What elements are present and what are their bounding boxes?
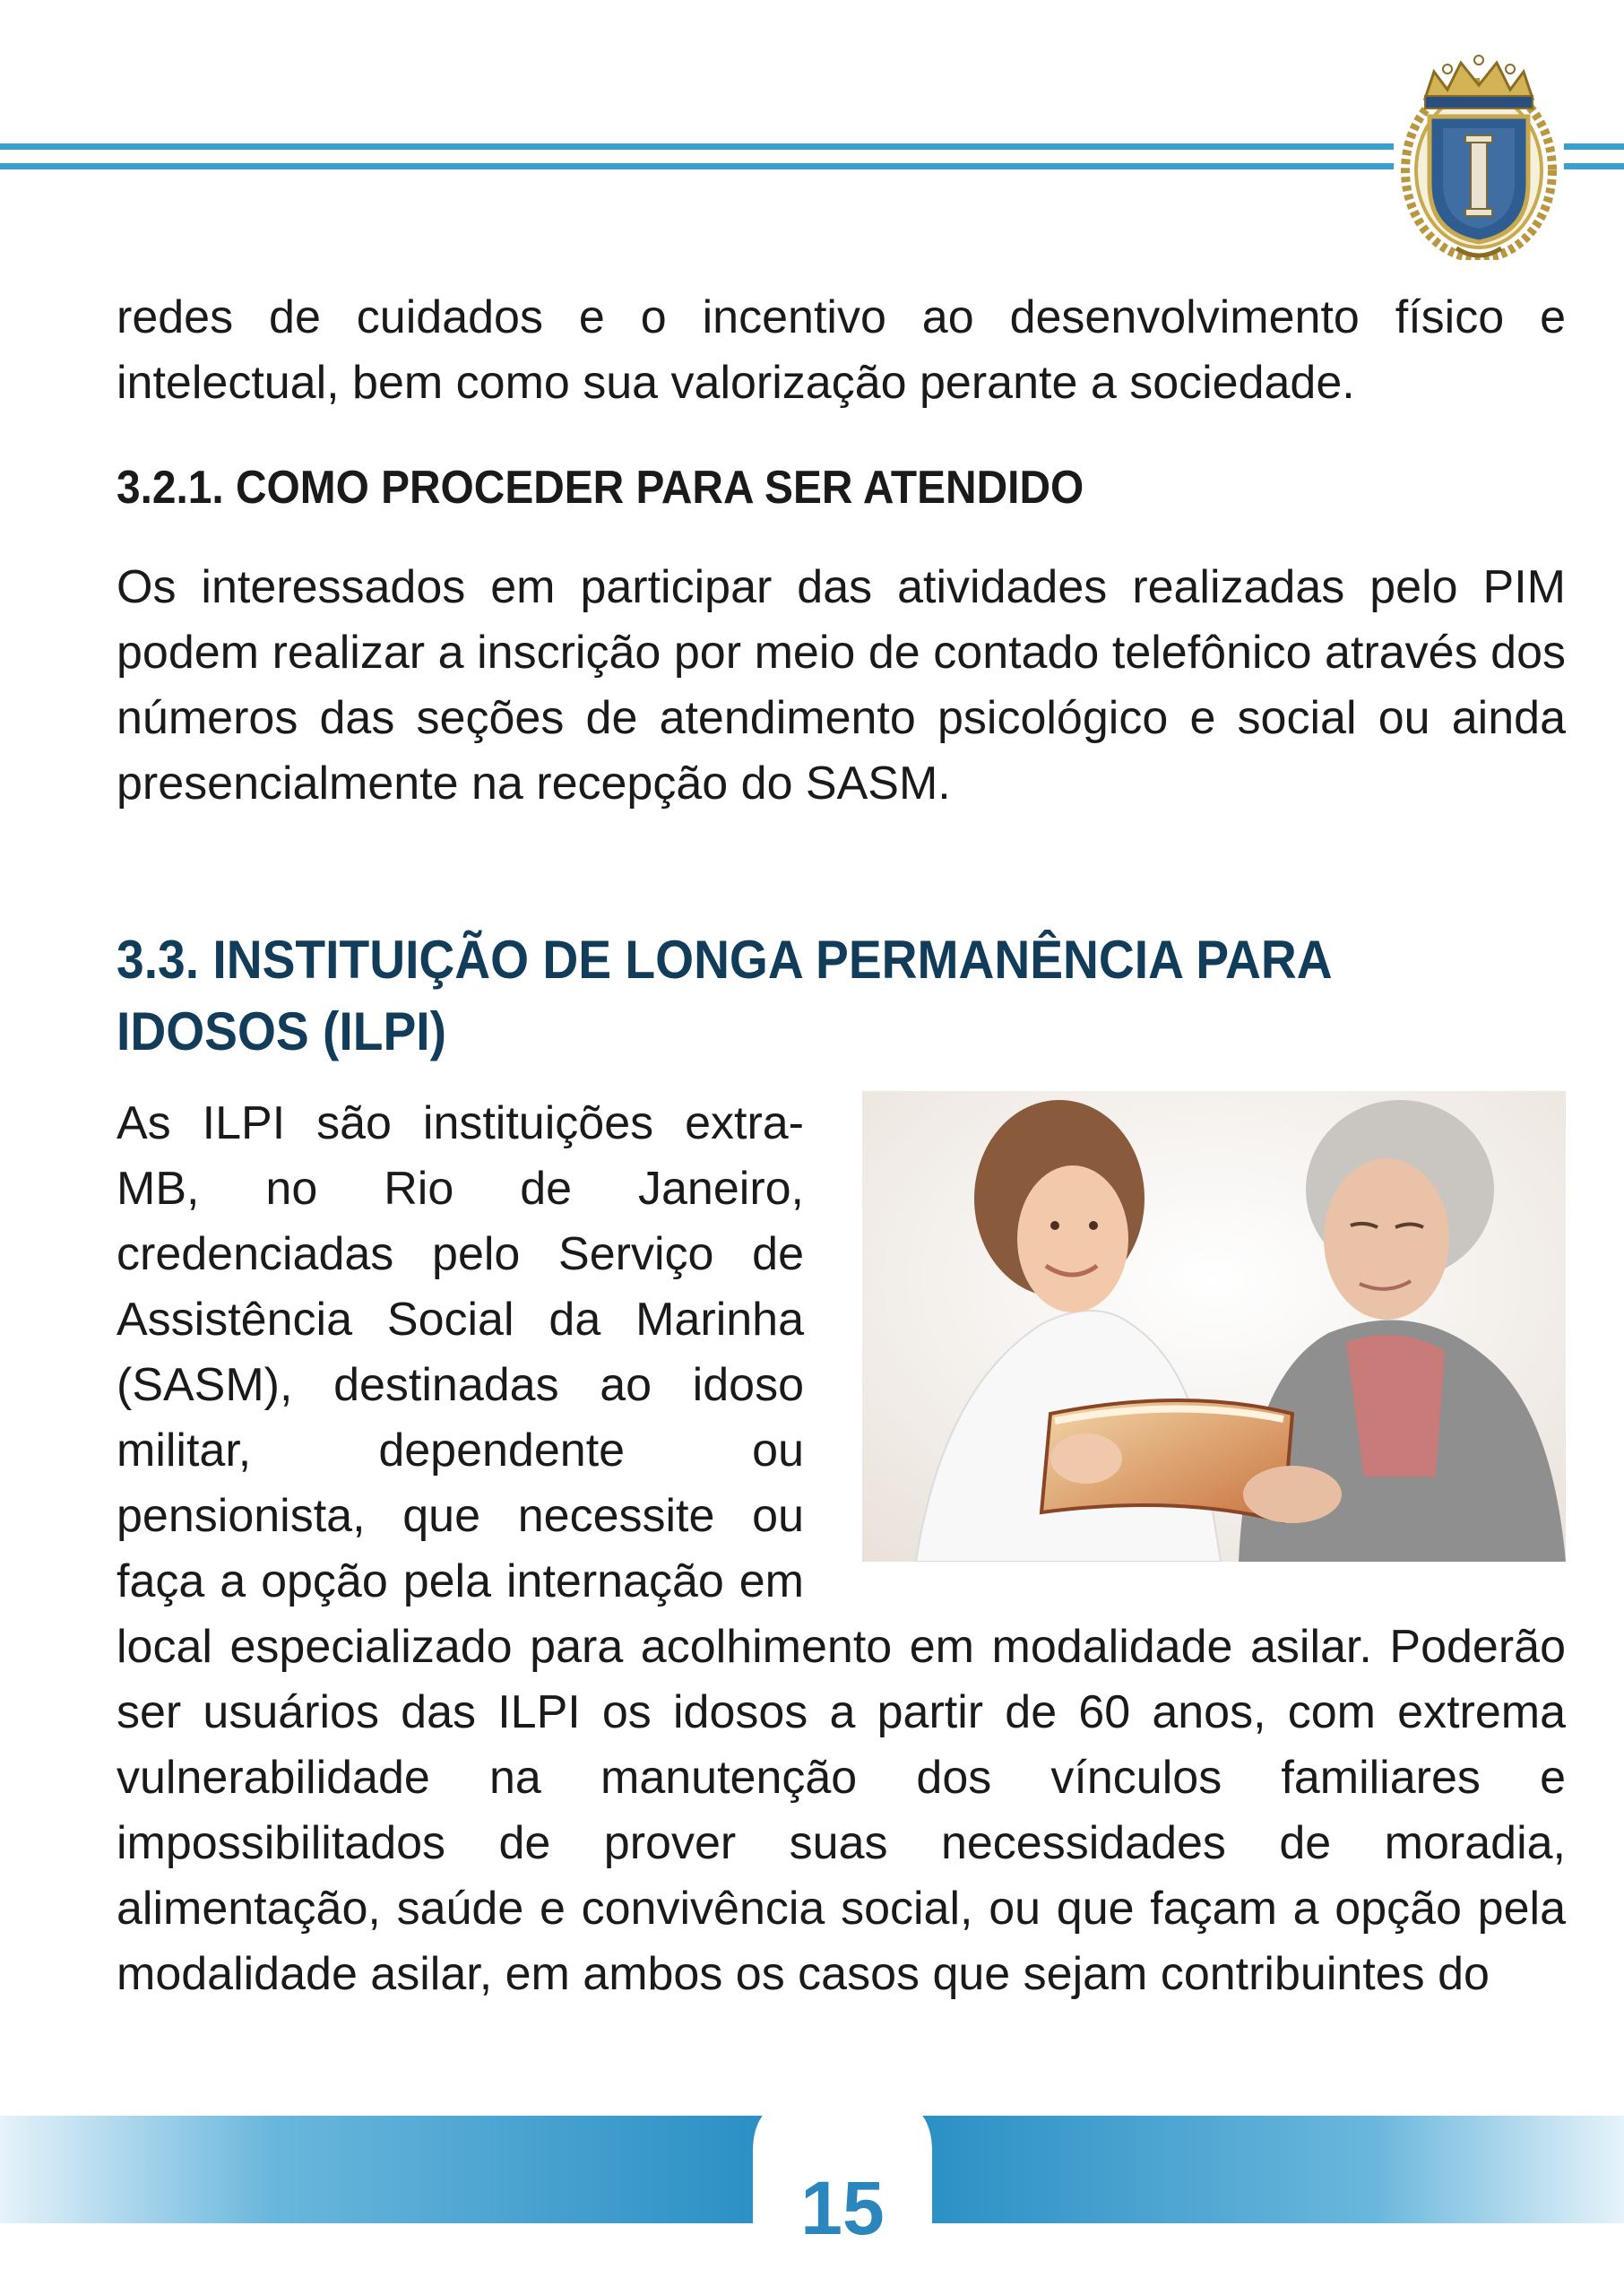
header-line-bottom	[0, 163, 1624, 169]
subheading-como-proceder: 3.2.1. COMO PROCEDER PARA SER ATENDIDO	[117, 462, 1084, 514]
ilpi-paragraph: As ILPI são instituições extra-MB, no Rio de Janeiro, credenciadas pelo Serviço de Assistência Social da Marinha (SASM), destinadas ao idoso militar, dependente ou pensionista, que necessite ou faça a opção pela internação em local especializado para acolhimento em modalidade asilar. Poderão ser usuários das ILPI os idosos a partir de 60 anos, com extrema vulnerabilidade na manutenção dos vínculos familiares e impossibilitados de prover suas necessidades de moradia, alimentação, saúde e convivência social, ou que façam a opção pela modalidade asilar, em ambos os casos que sejam contribuintes do	[117, 1097, 1566, 2000]
procedure-paragraph: Os interessados em participar das atividades realizadas pelo PIM podem realizar a inscrição por meio de contado telefônico através dos números das seções de atendimento psicológico e social ou ainda presencialmente na recepção do SASM.	[117, 561, 1566, 810]
intro-paragraph: redes de cuidados e o incentivo ao desenvolvimento físico e intelectual, bem como sua valorização perante a sociedade.	[117, 291, 1566, 409]
navy-crest-icon	[1394, 49, 1564, 260]
section-title-ilpi: 3.3. INSTITUIÇÃO DE LONGA PERMANÊNCIA PARA IDOSOS (ILPI)	[117, 930, 1331, 1061]
caregiver-reading-with-elderly-woman-photo	[862, 1091, 1566, 1562]
page-content	[117, 285, 1566, 2007]
ilpi-block	[117, 1091, 1566, 2007]
header-line-top	[0, 143, 1624, 150]
header-rule	[0, 134, 1624, 179]
